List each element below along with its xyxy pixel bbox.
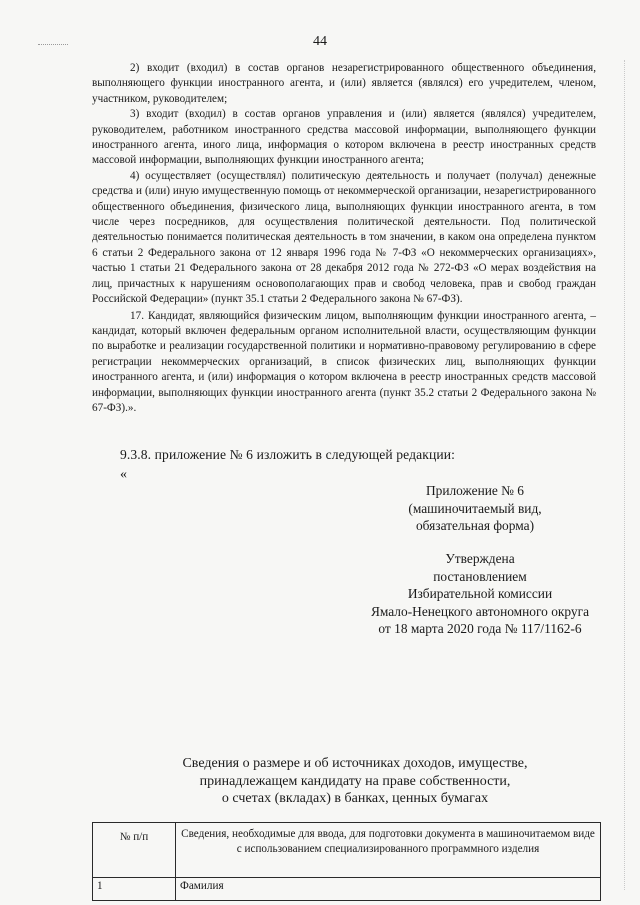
info-table xyxy=(92,822,601,901)
page-number: 44 xyxy=(313,34,327,49)
body-text xyxy=(92,61,596,416)
approval-line-5: от 18 марта 2020 года № 117/1162-6 xyxy=(378,621,582,636)
paragraph-item-3: 3) входит (входил) в состав органов управления и (или) является (являлся) учредителем, руководителем, работником иностранного средства массовой информации, выполняющего функции иностранного агента, иного лица, информация о котором включена в реестр иностранных средств массовой информации, выполняющих функции иностранного агента; xyxy=(92,108,596,167)
approval-line-3: Избирательной комиссии xyxy=(407,586,553,601)
approval-line-2: постановлением xyxy=(433,568,527,584)
table-row xyxy=(93,878,601,901)
approval-line-1: Утверждена xyxy=(445,551,515,566)
scan-edge-right xyxy=(624,60,629,890)
document-title xyxy=(120,755,590,808)
appendix-block xyxy=(360,482,590,535)
document-title-line-2: принадлежащем кандидату на праве собственности, xyxy=(199,773,511,789)
approval-block xyxy=(330,550,630,638)
approval-line-4: Ямало-Ненецкого автономного округа xyxy=(370,603,590,619)
appendix-title: Приложение № 6 xyxy=(425,483,525,498)
table-header-row xyxy=(93,823,601,878)
table-header-num: № п/п xyxy=(93,823,176,878)
table-cell-desc: Фамилия xyxy=(176,878,601,901)
paragraph-item-17: 17. Кандидат, являющийся физическим лицом, выполняющим функции иностранного агента, – кандидат, который включен федеральным органом исполнительной власти, осуществляющим функции по выработке и реализации государственной политики и нормативно-правовому регулированию в сфере регистрации некоммерческих организаций, в список физических лиц, выполняющих функции иностранного агента, и (или) информация о котором включена в реестр иностранных средств массовой информации, выполняющих функции иностранного агента (пункт 35.2 статьи 2 Федерального закона № 67-ФЗ).». xyxy=(92,309,596,414)
document-title-line-1: Сведения о размере и об источниках доходов, имуществе, xyxy=(182,756,528,771)
table-header-desc: Сведения, необходимые для ввода, для подготовки документа в машиночитаемом виде с использованием специализированного программного изделия xyxy=(176,823,601,878)
document-title-line-3: о счетах (вкладах) в банках, ценных бумагах xyxy=(221,791,489,806)
paragraph-item-4: 4) осуществляет (осуществлял) политическую деятельность и получает (получал) денежные средства и (или) иную имущественную помощь от некоммерческой организации, незарегистрированного общественного объединения, физического лица, выполняющих функции иностранного агента, в том числе через посредников, для осуществления политической деятельности. Под политической деятельностью понимается политическая деятельность в том значении, в каком она определена пунктом 6 статьи 2 Федерального закона от 12 января 1996 года № 7-ФЗ «О некоммерческих организациях», частью 1 статьи 21 Федерального закона от 28 декабря 2012 года № 272-ФЗ «О мерах воздействия на лиц, причастных к нарушениям основополагающих прав и свобод человека, прав и свобод граждан Российской Федерации» (пункт 35.1 статьи 2 Федерального закона № 67-ФЗ). xyxy=(92,169,596,306)
amendment-line: 9.3.8. приложение № 6 изложить в следующей редакции: xyxy=(120,447,455,462)
opening-quote: « xyxy=(120,467,127,482)
appendix-subtitle-2: обязательная форма) xyxy=(415,518,535,533)
appendix-subtitle-1: (машиночитаемый вид, xyxy=(408,500,542,516)
table-cell-num: 1 xyxy=(93,878,176,901)
paragraph-item-2: 2) входит (входил) в состав органов незарегистрированного общественного объединения, выполняющего функции иностранного агента, и (или) является (являлся) его учредителем, членом, участником, руководителем; xyxy=(92,62,596,105)
